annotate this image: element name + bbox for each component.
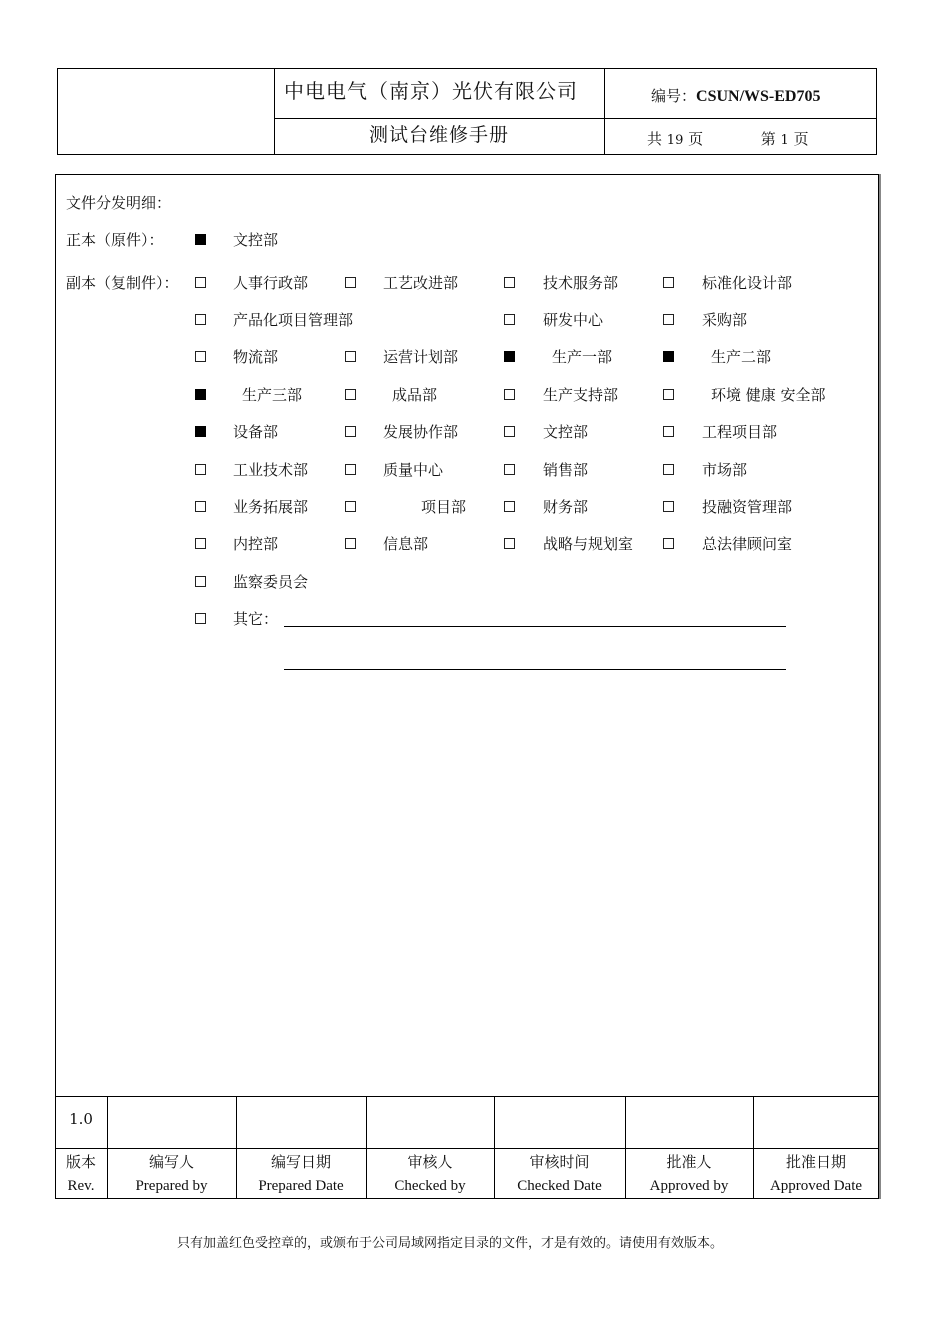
table-rule bbox=[55, 1148, 879, 1149]
copy-label: 技术服务部 bbox=[543, 274, 619, 292]
signoff-header-en: Checked Date bbox=[517, 1178, 602, 1194]
copy-label: 总法律顾问室 bbox=[702, 535, 793, 553]
signoff-header-cell bbox=[494, 1150, 625, 1198]
copy-label: 市场部 bbox=[702, 461, 748, 479]
copy-label: 工艺改进部 bbox=[383, 274, 459, 292]
copy-checkbox[interactable] bbox=[504, 501, 515, 512]
copy-checkbox[interactable] bbox=[504, 389, 515, 400]
signoff-header-cell bbox=[107, 1150, 236, 1198]
copy-label: 生产支持部 bbox=[543, 386, 619, 404]
copy-checkbox[interactable] bbox=[663, 426, 674, 437]
copy-label: 投融资管理部 bbox=[702, 498, 793, 516]
copy-checkbox[interactable] bbox=[663, 538, 674, 549]
copy-checkbox[interactable] bbox=[663, 314, 674, 325]
total-suffix: 页 bbox=[688, 130, 704, 148]
copy-checkbox[interactable] bbox=[195, 426, 206, 437]
signoff-header-cn: 版本 bbox=[65, 1153, 96, 1171]
copy-label: 标准化设计部 bbox=[702, 274, 793, 292]
copy-label: 运营计划部 bbox=[383, 348, 459, 366]
signoff-header-cn: 批准日期 bbox=[785, 1153, 846, 1171]
copy-checkbox[interactable] bbox=[195, 576, 206, 587]
copy-label: 监察委员会 bbox=[233, 573, 309, 591]
copy-label: 采购部 bbox=[702, 311, 748, 329]
copy-checkbox[interactable] bbox=[663, 389, 674, 400]
copy-label: 生产一部 bbox=[552, 348, 613, 366]
copy-checkbox[interactable] bbox=[345, 426, 356, 437]
copy-checkbox[interactable] bbox=[195, 501, 206, 512]
signoff-header-cell bbox=[366, 1150, 494, 1198]
copy-label: 发展协作部 bbox=[383, 423, 459, 441]
copy-label: 内控部 bbox=[233, 535, 279, 553]
copy-label: 设备部 bbox=[233, 423, 279, 441]
company-name: 中电电气（南京）光伏有限公司 bbox=[284, 79, 578, 103]
copy-label: 文控部 bbox=[543, 423, 589, 441]
copy-label: 工程项目部 bbox=[702, 423, 778, 441]
header-divider bbox=[604, 69, 605, 154]
copy-label: 项目部 bbox=[421, 498, 467, 516]
copy-checkbox[interactable] bbox=[195, 464, 206, 475]
copy-checkbox[interactable] bbox=[504, 426, 515, 437]
copy-label: 人事行政部 bbox=[233, 274, 309, 292]
signoff-header-en: Approved by bbox=[649, 1178, 729, 1194]
copy-label: 业务拓展部 bbox=[233, 498, 309, 516]
copy-label: 战略与规划室 bbox=[543, 535, 634, 553]
signoff-header-cell bbox=[753, 1150, 879, 1198]
signoff-header-en: Prepared by bbox=[135, 1178, 208, 1194]
copy-checkbox[interactable] bbox=[345, 277, 356, 288]
copy-checkbox[interactable] bbox=[663, 277, 674, 288]
copy-label: 销售部 bbox=[543, 461, 589, 479]
document-header bbox=[57, 68, 877, 155]
signoff-header-cn: 审核时间 bbox=[529, 1153, 590, 1171]
total-prefix: 共 bbox=[647, 130, 663, 148]
other-label: 其它： bbox=[233, 610, 279, 628]
document-code bbox=[651, 85, 820, 106]
copy-checkbox[interactable] bbox=[195, 277, 206, 288]
copy-checkbox[interactable] bbox=[345, 351, 356, 362]
copy-checkbox[interactable] bbox=[195, 389, 206, 400]
copy-label: 产品化项目管理部 bbox=[233, 311, 354, 329]
copy-label: 生产三部 bbox=[242, 386, 303, 404]
code-value: CSUN/WS-ED705 bbox=[696, 88, 821, 105]
version-value: 1.0 bbox=[69, 1110, 93, 1128]
copy-checkbox[interactable] bbox=[195, 314, 206, 325]
signoff-header-cell bbox=[625, 1150, 753, 1198]
copy-checkbox[interactable] bbox=[195, 351, 206, 362]
signoff-header-en: Checked by bbox=[394, 1178, 466, 1194]
other-input-line[interactable] bbox=[284, 669, 786, 670]
copy-checkbox[interactable] bbox=[345, 501, 356, 512]
signoff-header-cell bbox=[55, 1150, 107, 1198]
page-suffix: 页 bbox=[793, 130, 809, 148]
copy-checkbox[interactable] bbox=[504, 464, 515, 475]
signoff-header-cn: 编写日期 bbox=[270, 1153, 331, 1171]
validity-footnote: 只有加盖红色受控章的，或颁布于公司局域网指定目录的文件，才是有效的。请使用有效版本。 bbox=[176, 1236, 723, 1251]
copy-label: 生产二部 bbox=[711, 348, 772, 366]
copy-label: 工业技术部 bbox=[233, 461, 309, 479]
other-checkbox[interactable] bbox=[195, 613, 206, 624]
other-input-line[interactable] bbox=[284, 626, 786, 627]
copy-checkbox[interactable] bbox=[663, 464, 674, 475]
copy-label: 物流部 bbox=[233, 348, 279, 366]
copy-checkbox[interactable] bbox=[195, 538, 206, 549]
signoff-header-cn: 批准人 bbox=[666, 1153, 712, 1171]
copy-label: 成品部 bbox=[392, 386, 438, 404]
copy-checkbox[interactable] bbox=[504, 277, 515, 288]
signoff-header-en: Rev. bbox=[67, 1178, 95, 1194]
original-checkbox[interactable] bbox=[195, 234, 206, 245]
code-label: 编号： bbox=[651, 87, 697, 105]
original-label: 正本（原件）： bbox=[66, 231, 164, 249]
signoff-entry-cell[interactable] bbox=[753, 1097, 879, 1147]
copy-label: 副本（复制件）： bbox=[66, 274, 179, 292]
signoff-header-cell bbox=[236, 1150, 366, 1198]
original-item-label: 文控部 bbox=[233, 231, 279, 249]
copy-checkbox[interactable] bbox=[504, 351, 515, 362]
signoff-header-en: Prepared Date bbox=[258, 1178, 344, 1194]
copy-checkbox[interactable] bbox=[345, 464, 356, 475]
copy-label: 环境 健康 安全部 bbox=[711, 386, 826, 404]
manual-title: 测试台维修手册 bbox=[368, 124, 509, 146]
header-divider bbox=[274, 118, 876, 119]
copy-checkbox[interactable] bbox=[345, 538, 356, 549]
copy-label: 信息部 bbox=[383, 535, 429, 553]
total-pages: 19 bbox=[666, 133, 684, 148]
page-count bbox=[647, 128, 809, 149]
signoff-entry-cell[interactable] bbox=[366, 1097, 494, 1147]
signoff-entry-cell[interactable] bbox=[107, 1097, 236, 1147]
signoff-entry-cell[interactable] bbox=[236, 1097, 366, 1147]
copy-checkbox[interactable] bbox=[504, 538, 515, 549]
copy-label: 研发中心 bbox=[543, 311, 604, 329]
copy-label: 质量中心 bbox=[383, 461, 444, 479]
distribution-heading: 文件分发明细： bbox=[66, 194, 172, 212]
signoff-header-cn: 编写人 bbox=[148, 1153, 194, 1171]
copy-checkbox[interactable] bbox=[663, 501, 674, 512]
copy-checkbox[interactable] bbox=[663, 351, 674, 362]
signoff-header-en: Approved Date bbox=[769, 1178, 863, 1194]
copy-label: 财务部 bbox=[543, 498, 589, 516]
copy-checkbox[interactable] bbox=[504, 314, 515, 325]
signoff-table bbox=[55, 1096, 879, 1198]
distribution-frame bbox=[55, 174, 879, 1199]
page-number: 1 bbox=[780, 133, 789, 148]
copy-checkbox[interactable] bbox=[345, 389, 356, 400]
signoff-entry-cell[interactable] bbox=[494, 1097, 625, 1147]
page-prefix: 第 bbox=[760, 130, 776, 148]
signoff-entry-cell[interactable] bbox=[625, 1097, 753, 1147]
signoff-header-cn: 审核人 bbox=[407, 1153, 453, 1171]
